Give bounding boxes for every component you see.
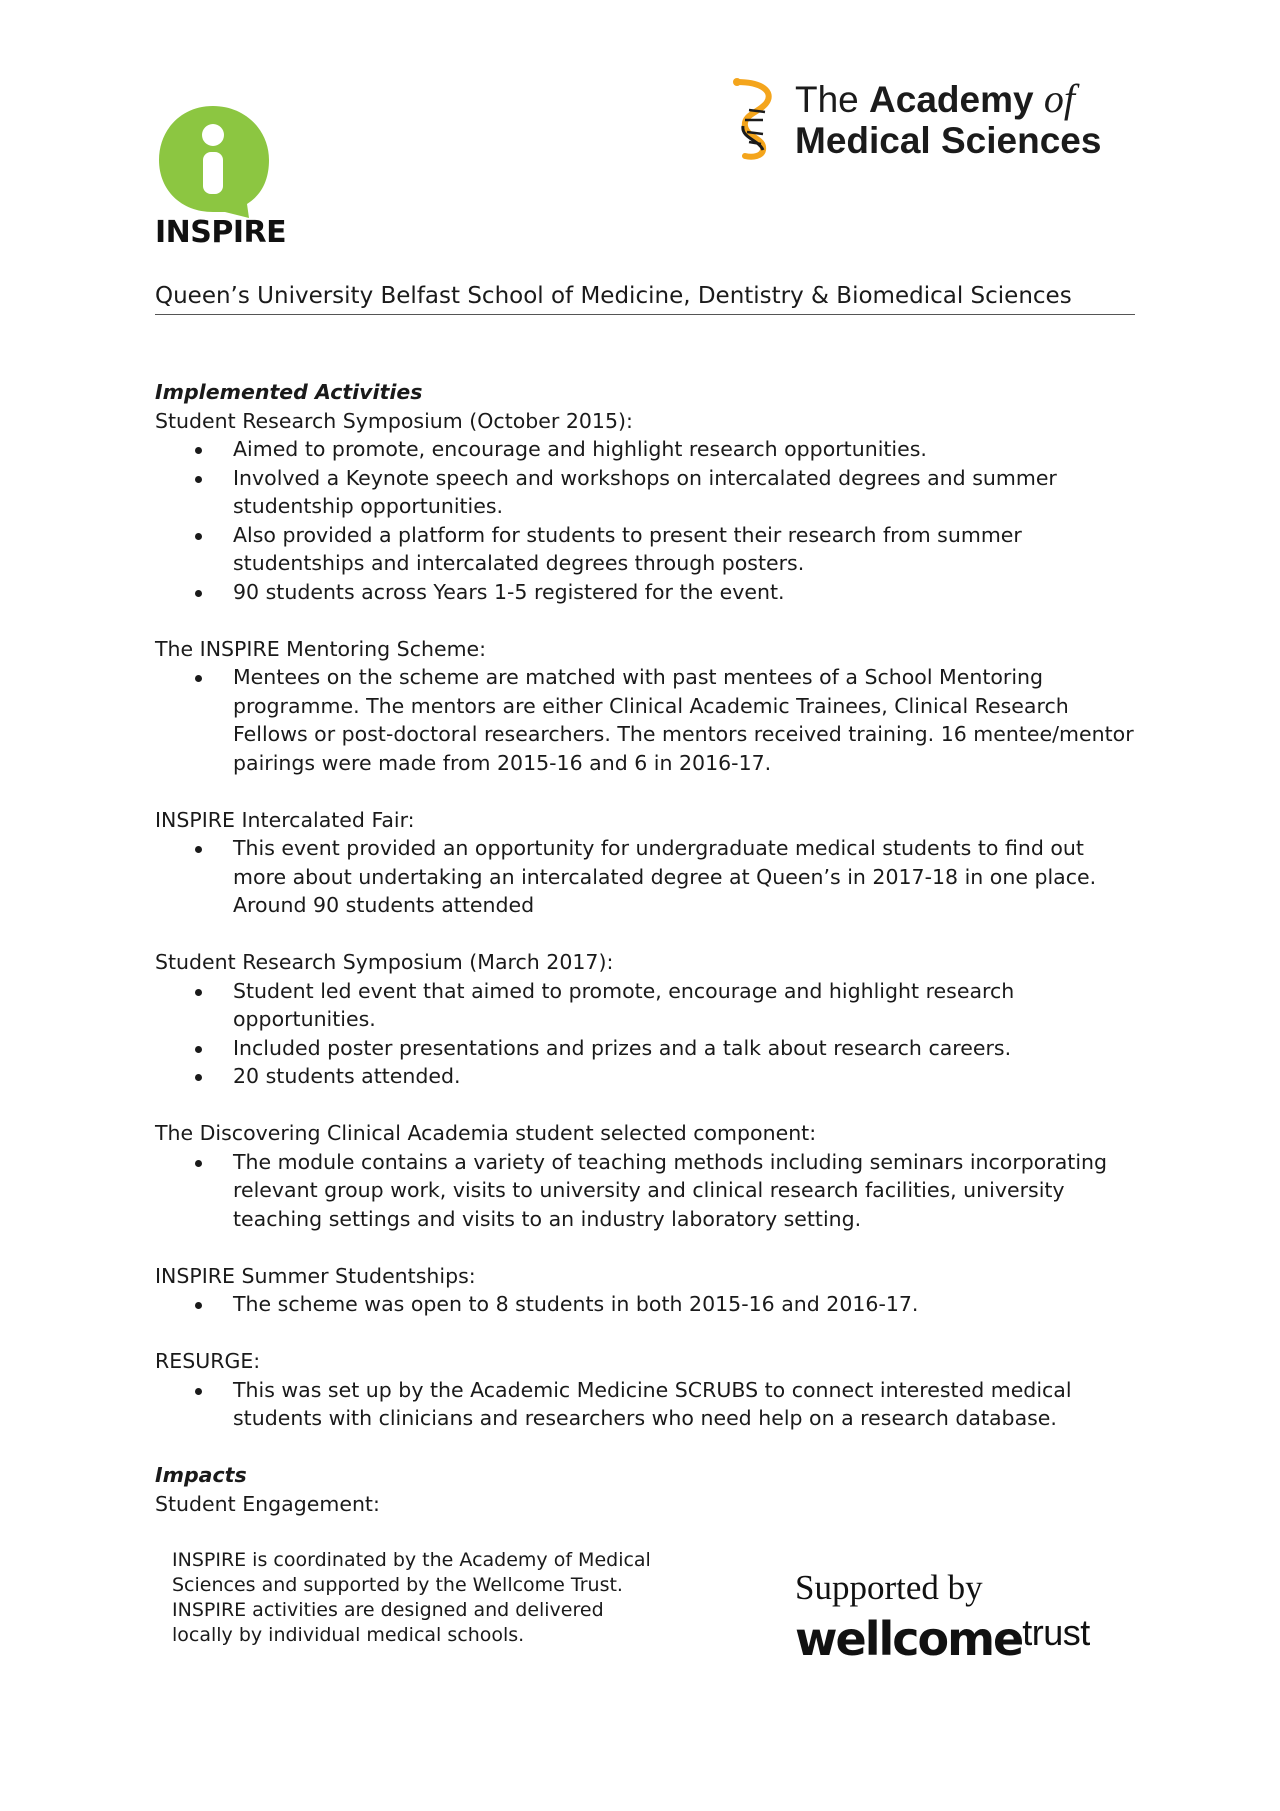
- impacts-heading: Impacts: [155, 1463, 247, 1487]
- bullet-text: Aimed to promote, encourage and highlight research opportunities.: [233, 437, 927, 461]
- academy-logo-line2: Medical Sciences: [795, 120, 1102, 161]
- bullet-item: [155, 1376, 1135, 1433]
- bullet-dot-icon: [195, 447, 202, 454]
- activity-title: Student Research Symposium (October 2015):: [155, 408, 633, 433]
- activity-bullet-list: [155, 834, 1135, 920]
- activity-bullet-list: [155, 1148, 1135, 1234]
- wellcome-trust-logo: wellcometrust: [795, 1612, 1090, 1666]
- bullet-text: Involved a Keynote speech and workshops on intercalated degrees and summer studentship opportunities.: [233, 465, 1057, 518]
- activity-group: [155, 1347, 1135, 1433]
- inspire-logo-text: INSPIRE: [155, 215, 287, 250]
- activity-title: The Discovering Clinical Academia student selected component:: [155, 1121, 817, 1145]
- bullet-text: 20 students attended.: [233, 1064, 461, 1088]
- supported-by-label: Supported by: [795, 1568, 983, 1607]
- academy-logo-line1: The Academy of: [795, 76, 1075, 121]
- bullet-item: [155, 834, 1135, 920]
- bullet-item: [155, 521, 1135, 578]
- activity-bullet-list: [155, 977, 1135, 1091]
- bullet-dot-icon: [195, 533, 202, 540]
- footer-line: INSPIRE is coordinated by the Academy of Medical: [172, 1549, 651, 1571]
- activity-group: [155, 1262, 1135, 1319]
- bullet-text: Also provided a platform for students to present their research from summer studentships and intercalated degrees through posters.: [233, 522, 1022, 575]
- academy-logo: [723, 76, 1143, 166]
- activity-group: [155, 635, 1135, 778]
- bullet-dot-icon: [195, 1046, 202, 1053]
- bullet-dot-icon: [195, 1074, 202, 1081]
- activity-group: [155, 948, 1135, 1091]
- bullet-text: Student led event that aimed to promote, encourage and highlight research opportunities.: [233, 978, 1015, 1031]
- dna-helix-icon: [723, 76, 789, 160]
- bullet-item: [155, 977, 1135, 1034]
- bullet-text: This was set up by the Academic Medicine SCRUBS to connect interested medical students with clinicians and researchers who need help on a research database.: [233, 1377, 1072, 1430]
- bullet-dot-icon: [195, 846, 202, 853]
- bullet-text: 90 students across Years 1-5 registered for the event.: [233, 579, 785, 604]
- bullet-item: [155, 435, 1135, 464]
- bullet-dot-icon: [195, 989, 202, 996]
- activity-title: RESURGE:: [155, 1349, 261, 1373]
- bullet-text: Included poster presentations and prizes and a talk about research careers.: [233, 1035, 1012, 1060]
- footer-line: Sciences and supported by the Wellcome Trust.: [172, 1574, 623, 1596]
- bullet-dot-icon: [195, 1160, 202, 1167]
- bullet-item: [155, 1290, 1135, 1319]
- bullet-text: The module contains a variety of teaching methods including seminars incorporating relevant group work, visits to university and clinical research facilities, university teaching settings and visits to an industry laboratory setting.: [233, 1149, 1108, 1231]
- activity-title: INSPIRE Summer Studentships:: [155, 1263, 476, 1288]
- activity-bullet-list: [155, 435, 1135, 606]
- bullet-item: [155, 1062, 1135, 1091]
- activity-title: INSPIRE Intercalated Fair:: [155, 807, 415, 832]
- footer-note: [172, 1548, 732, 1648]
- activity-group: [155, 407, 1135, 607]
- activity-group: [155, 806, 1135, 920]
- bullet-item: [155, 1148, 1135, 1234]
- activity-title: The INSPIRE Mentoring Scheme:: [155, 636, 487, 661]
- document-body: [155, 378, 1135, 1518]
- bullet-item: [155, 464, 1135, 521]
- bullet-text: This event provided an opportunity for undergraduate medical students to find out more about undertaking an intercalated degree at Queen’s in 2017-18 in one place. Around 90 students attended: [233, 836, 1097, 917]
- footer-line: INSPIRE activities are designed and delivered: [172, 1599, 604, 1621]
- activity-title: Student Research Symposium (March 2017):: [155, 950, 614, 974]
- bullet-dot-icon: [195, 675, 202, 682]
- activity-bullet-list: [155, 1290, 1135, 1319]
- implemented-activities-heading: Implemented Activities: [155, 380, 423, 404]
- footer-line: locally by individual medical schools.: [172, 1624, 525, 1646]
- bullet-text: The scheme was open to 8 students in both 2015-16 and 2016-17.: [233, 1292, 919, 1316]
- inspire-speech-bubble-icon: [155, 102, 287, 222]
- bullet-dot-icon: [195, 590, 202, 597]
- university-header: Queen’s University Belfast School of Medicine, Dentistry & Biomedical Sciences: [155, 280, 1135, 315]
- activity-bullet-list: [155, 663, 1135, 777]
- bullet-text: Mentees on the scheme are matched with past mentees of a School Mentoring programme. The mentors are either Clinical Academic Trainees, Clinical Research Fellows or post-doctoral researchers. The mentors received training. 16 mentee/mentor pairings were made from 2015-16 and 6 in 2016-17.: [233, 665, 1134, 775]
- bullet-dot-icon: [195, 476, 202, 483]
- bullet-item: [155, 663, 1135, 777]
- bullet-dot-icon: [195, 1388, 202, 1395]
- bullet-dot-icon: [195, 1302, 202, 1309]
- bullet-item: [155, 578, 1135, 607]
- impacts-subheading: Student Engagement:: [155, 1491, 380, 1516]
- bullet-item: [155, 1034, 1135, 1063]
- activity-bullet-list: [155, 1376, 1135, 1433]
- activity-group: [155, 1119, 1135, 1233]
